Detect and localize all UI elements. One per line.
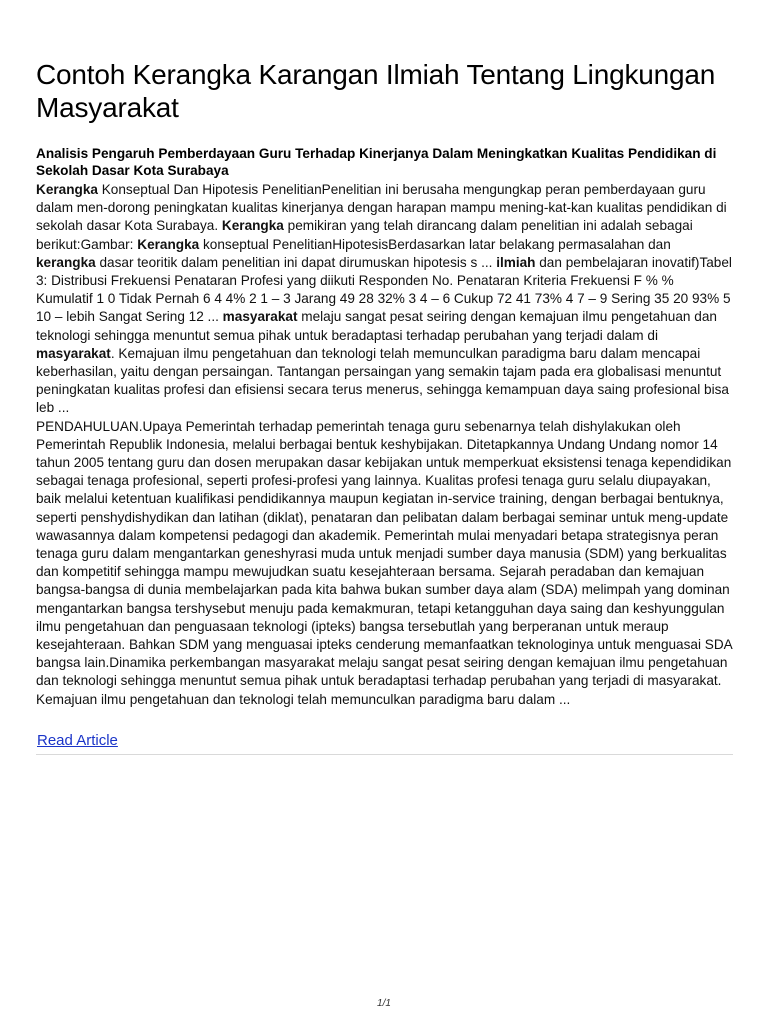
page-number: 1/1 xyxy=(377,998,391,1009)
keyword-highlight: Kerangka xyxy=(137,236,200,252)
paragraph-excerpt xyxy=(36,181,732,418)
paragraph-text: . Kemajuan ilmu pengetahuan dan teknologi telah memunculkan paradigma baru dalam mencapai keberhasilan, yaitu dengan persaingan. Tantangan persaingan yang semakin tajam pada era globalisasi menuntut peningkatan kualitas profesi dan efisiensi secara terus menerus, sehingga kemampuan daya saing profesional bisa leb ... xyxy=(36,345,729,416)
article-body xyxy=(36,181,732,709)
paragraph-text: konseptual PenelitianHipotesisBerdasarkan latar belakang permasalahan dan xyxy=(199,236,671,252)
paragraph-text: pemikiran yang telah dirancang dalam penelitian ini adalah sebagai berikut:Gambar: xyxy=(36,218,693,252)
paragraph-text: dasar teoritik dalam penelitian ini dapat dirumuskan hipotesis s ... xyxy=(95,254,497,270)
paragraph-text: melaju sangat pesat seiring dengan kemajuan ilmu pengetahuan dan teknologi sehingga menuntut semua pihak untuk beradaptasi terhadap perubahan yang terjadi dalam di xyxy=(36,309,717,343)
keyword-highlight: Kerangka xyxy=(221,218,284,234)
keyword-highlight: ilmiah xyxy=(496,254,536,270)
article-subtitle: Analisis Pengaruh Pemberdayaan Guru Terhadap Kinerjanya Dalam Meningkatkan Kualitas Pendidikan di Sekolah Dasar Kota Surabaya xyxy=(36,146,717,178)
keyword-highlight: kerangka xyxy=(36,254,96,270)
keyword-highlight: masyarakat xyxy=(36,345,111,361)
divider xyxy=(36,754,733,755)
keyword-highlight: masyarakat xyxy=(222,309,298,325)
keyword-highlight: Kerangka xyxy=(36,182,98,197)
paragraph-introduction: PENDAHULUAN.Upaya Pemerintah terhadap pemerintah tenaga guru sebenarnya telah dishylakukan oleh Pemerintah Republik Indonesia, melalui berbagai bentuk keshybijakan. Ditetapkannya Undang Undang nomor 14 tahun 2005 tentang guru dan dosen merupakan dasar kebijakan untuk memperkuat eksistensi tenaga kependidikan sebagai tenaga profesional, seperti profesi-profesi yang lainnya. Kualitas profesi tenaga guru selalu diupayakan, baik melalui ketentuan kualifikasi pendidikannya maupun kegiatan in-service training, dengan berbagai bentuknya, seperti penshydishydikan dan latihan (diklat), penataran dan pelibatan dalam berbagai seminar untuk meng-update wawasannya dalam kompetensi pedagogi dan akademik. Pemerintah mulai menyadari betapa strategisnya peran tenaga guru dalam mengantarkan geneshyrasi muda untuk menjadi sumber daya manusia (SDM) yang berkualitas dan kompetitif sehingga mampu mewujudkan suatu kesejahteraan bersama. Sejarah peradaban dan kemajuan bangsa-bangsa di dunia membelajarkan pada kita bahwa bukan sumber daya alam (SDA) melimpah yang dominan mengantarkan bangsa tershysebut menuju pada kemakmuran, tetapi ketangguhan daya saing dan keshyunggulan ilmu pengetahuan dan penguasaan teknologi (ipteks) bangsa tersebutlah yang berperanan untuk meraup kesejahteraan. Bahkan SDM yang menguasai ipteks cenderung memanfaatkan teknologinya untuk menguasai SDA bangsa lain.Dinamika perkembangan masyarakat melaju sangat pesat seiring dengan kemajuan ilmu pengetahuan dan teknologi sehingga menuntut semua pihak untuk beradaptasi terhadap perubahan yang terjadi di masyarakat. Kemajuan ilmu pengetahuan dan teknologi telah memunculkan paradigma baru dalam ... xyxy=(36,418,732,707)
paragraph-text: dan pembelajaran inovatif)Tabel 3: Distribusi Frekuensi Penataran Profesi yang diikuti Responden No. Penataran Kriteria Frekuensi F % % Kumulatif 1 0 Tidak Pernah 6 4 4% 2 1 – 3 Jarang 49 28 32% 3 4 – 6 Cukup 72 41 73% 4 7 – 9 Sering 35 20 93% 5 10 – lebih Sangat Sering 12 ... xyxy=(36,254,732,325)
paragraph-text: Konseptual Dan Hipotesis PenelitianPenelitian ini berusaha mengungkap peran pemberdayaan guru dalam men-dorong peningkatan kualitas kinerjanya dengan harapan mampu mening-kat-kan kualitas pendidikan di sekolah dasar Kota Surabaya. xyxy=(36,182,727,234)
read-article-link[interactable]: Read Article xyxy=(37,732,118,749)
page-title: Contoh Kerangka Karangan Ilmiah Tentang Lingkungan Masyarakat xyxy=(36,59,716,123)
